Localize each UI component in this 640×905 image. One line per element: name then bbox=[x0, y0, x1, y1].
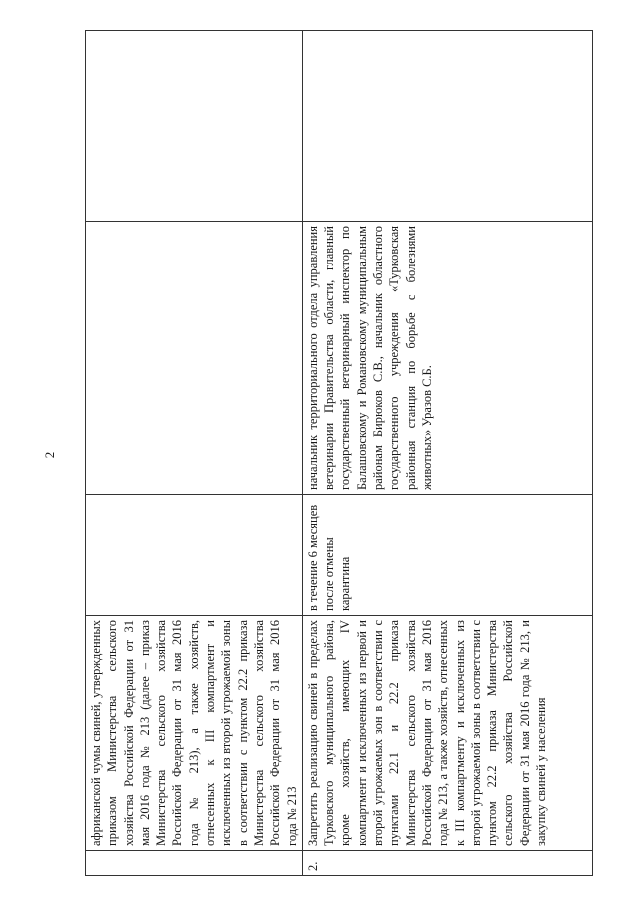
table-row bbox=[86, 31, 303, 876]
term-cell bbox=[302, 495, 592, 616]
row-number-cell: 2. bbox=[302, 851, 592, 876]
rotated-page-content bbox=[85, 30, 585, 876]
term-text: в течение 6 месяцев после отмены карантина bbox=[305, 504, 353, 611]
empty-cell bbox=[86, 31, 303, 222]
row-number-cell bbox=[86, 851, 303, 876]
table-row bbox=[302, 31, 592, 876]
page-number: 2 bbox=[42, 451, 57, 459]
measure-text: африканской чумы свиней, утвержденных приказом Министерства сельского хозяйства Российской Федерации от 31 мая 2016 года № 213 (далее – приказ Министерства сельского хозяйства Российской Федерации от 31 мая 2016 года № 213), а также хозяйств, отнесенных к III компартмент и исключенных из второй угрожаемой зоны в соответствии с пунктом 22.2 приказа Министерства сельского хозяйства Российской Федерации от 31 мая 2016 года № 213 bbox=[89, 620, 299, 846]
responsible-cell bbox=[86, 222, 303, 495]
measure-text: Запретить реализацию свиней в пределах Турковского муниципального района, кроме хозяйств, имеющих IV компартмент и исключенных из первой и второй угрожаемых зон в соответствии с пунктами 22.1 и 22.2 приказа Министерства сельского хозяйства Российской Федерации от 31 мая 2016 года № 213, а также хозяйств, отнесенных к III компартменту и исключенных из второй угрожаемой зоны в соответствии с пунктом 22.2 приказа Министерства сельского хозяйства Российской Федерации от 31 мая 2016 года № 213, и закупку свиней у населения bbox=[305, 620, 549, 846]
responsible-text: начальник территориального отдела управления ветеринарии Правительства области, главный государственный ветеринарный инспектор по Балашовскому и Романовскому муниципальным районам Бирюков С.В., начальник областного государственного учреждения «Турковская районная станция по борьбе с болезнями животных» Уразов С.Б. bbox=[305, 226, 434, 490]
term-cell bbox=[86, 495, 303, 616]
measure-cell bbox=[302, 616, 592, 851]
measure-cell bbox=[86, 616, 303, 851]
responsible-cell bbox=[302, 222, 592, 495]
measures-table bbox=[85, 30, 593, 876]
empty-cell bbox=[302, 31, 592, 222]
